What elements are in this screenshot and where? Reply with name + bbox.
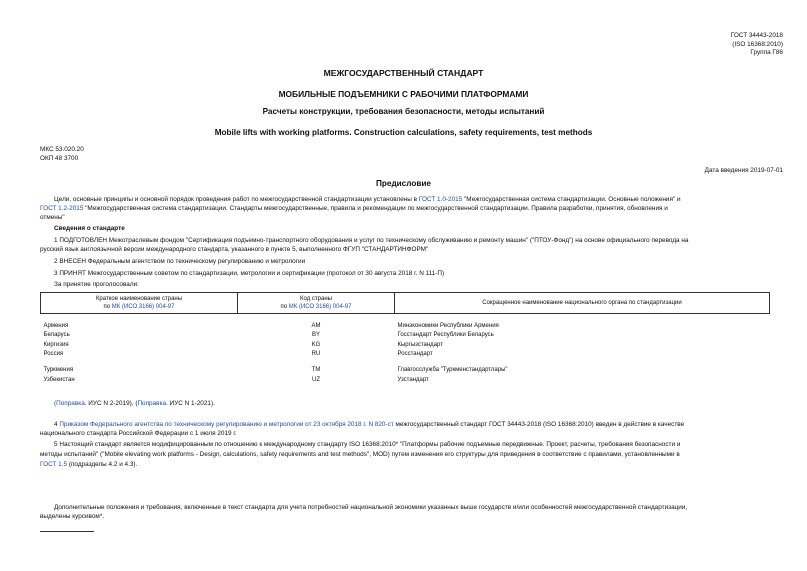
body-cell: Минэкономики Республики Армения: [397, 322, 499, 329]
gost-1-0-link[interactable]: ГОСТ 1.0-2015: [418, 196, 463, 203]
item-4-line-1: [54, 421, 770, 430]
table-row: [41, 321, 770, 330]
code-cell: UZ: [312, 376, 320, 383]
text: (: [54, 400, 57, 407]
mk-iso-3166-link[interactable]: МК (ИСО 3166) 004-97: [111, 304, 175, 311]
text: . ИУС N 1-2021).: [166, 400, 215, 407]
foreword-paragraph-1: [40, 196, 770, 205]
foreword-heading: Предисловие: [376, 179, 431, 188]
country-cell: Армения: [43, 322, 69, 329]
main-title: МОБИЛЬНЫЕ ПОДЪЕМНИКИ С РАБОЧИМИ ПЛАТФОРМАМИ: [278, 89, 529, 99]
subtitle: Расчеты конструкции, требования безопасности, методы испытаний: [262, 107, 545, 116]
country-cell: Россия: [43, 351, 64, 357]
header-text: [44, 303, 234, 311]
mks-code: МКС 53.020.20: [40, 146, 84, 153]
header-text: [241, 303, 391, 311]
gost-number: ГОСТ 34443-2018: [730, 32, 783, 39]
item-5-line-3: [40, 461, 137, 470]
table-row: [41, 349, 770, 358]
foreword-paragraph-2: [40, 205, 770, 214]
body-cell: Госстандарт Республики Беларусь: [397, 332, 494, 339]
body-cell: Росстандарт: [397, 351, 433, 357]
okp-code: ОКП 48 3700: [40, 154, 79, 162]
text: "Межгосударственная система стандартизации. Основные положения" и: [462, 196, 681, 203]
amendments-line: [54, 400, 215, 409]
text: по: [280, 304, 289, 311]
codes-block: [40, 146, 84, 163]
gost-1-2-link[interactable]: ГОСТ 1.2-2015: [40, 205, 84, 212]
body-cell: Кыргызстандарт: [397, 341, 443, 348]
text: "Межгосударственная система стандартизации. Стандарты межгосударственные, правила и рекомендации по межгосударственной стандартизации. Правила разработки, принятия, обновления и: [83, 205, 668, 212]
text: по: [103, 304, 112, 311]
code-cell: RU: [311, 351, 321, 357]
text: Цели, основные принципы и основной порядок проведения работ по межгосударственной стандартизации установлены в: [54, 196, 419, 203]
table-row: [41, 366, 770, 375]
table-spacer: [41, 359, 770, 366]
table-row: [41, 375, 770, 384]
code-cell: AM: [311, 322, 321, 329]
mk-iso-3166-link[interactable]: МК (ИСО 3166) 004-97: [288, 304, 352, 311]
order-link[interactable]: Приказом Федерального агентства по техническому регулированию и метрологии от 23 октября 2018 г. N 820-ст: [59, 421, 394, 428]
text: межгосударственный стандарт ГОСТ 34443-2018 (ISO 16368:2010) введен в действие в качестве: [393, 421, 685, 428]
countries-table: [40, 292, 770, 385]
voted-label: За принятие проголосовали:: [54, 281, 139, 288]
text: 4: [54, 421, 60, 428]
col-code-header: [238, 293, 395, 314]
col-country-header: [41, 293, 238, 314]
body-cell: Главгосслужба "Туркменстандартлары": [397, 367, 508, 374]
country-cell: Узбекистан: [43, 376, 75, 383]
table-row: [41, 331, 770, 340]
english-title: Mobile lifts with working platforms. Construction calculations, safety requirements, test methods: [214, 128, 593, 137]
item-5-line-1: 5 Настоящий стандарт является модифицированным по отношению к международному стандарту ISO 16368:2010* "Платформы рабочие подъемные передвижные. Проект, расчеты, требования безопасности и: [54, 441, 681, 448]
amendment-link-1[interactable]: Поправка: [56, 400, 85, 407]
country-cell: Киргизия: [43, 341, 69, 348]
code-cell: TM: [311, 367, 321, 374]
code-cell: KG: [311, 341, 321, 348]
code-cell: BY: [311, 332, 320, 339]
table-header-row: [41, 293, 770, 314]
amendment-link-2[interactable]: Поправка: [137, 400, 167, 407]
additional-line-2: выделены курсивом*.: [40, 513, 105, 520]
intro-date: Дата введения 2019-07-01: [704, 167, 783, 174]
iso-number: (ISO 16368:2010): [732, 40, 783, 48]
gost-1-5-link[interactable]: ГОСТ 1.5: [40, 461, 68, 468]
additional-line-1: Дополнительные положения и требования, включенные в текст стандарта для учета потребностей национальной экономики указанных выше государств и/или особенностей межгосударственной стандартизации,: [54, 504, 688, 511]
country-cell: Туркмения: [43, 367, 74, 374]
footnote-rule: [40, 531, 94, 532]
standard-type: МЕЖГОСУДАРСТВЕННЫЙ СТАНДАРТ: [323, 68, 484, 78]
text: (подразделы 4.2 и 4.3).: [67, 461, 138, 468]
group-code: Группа Г86: [750, 49, 783, 57]
item-1-line-1: 1 ПОДГОТОВЛЕН Межотраслевым фондом "Сертификация подъемно-транспортного оборудования и услуг по техническому обслуживанию и ремонту машин" ("ПТОУ-Фонд") на основе официального перевода на: [54, 237, 689, 244]
text: . ИУС N 2-2019), (: [84, 400, 138, 407]
col-body-header: Сокращенное наименование национального органа по стандартизации: [395, 293, 770, 314]
header-block: [643, 32, 783, 58]
item-4-line-2: национального стандарта Российской Федерации с 1 июля 2019 г.: [40, 430, 237, 437]
item-2: 2 ВНЕСЕН Федеральным агентством по техническому регулированию и метрологии: [54, 258, 306, 265]
table-row: [41, 340, 770, 349]
table-spacer: [41, 314, 770, 322]
header-text: Краткое наименование страны: [95, 296, 183, 302]
info-heading: Сведения о стандарте: [54, 225, 125, 232]
body-cell: Узстандарт: [397, 376, 429, 383]
item-3: 3 ПРИНЯТ Межгосударственным советом по стандартизации, метрологии и сертификации (протокол от 30 августа 2018 г. N 111-П): [54, 270, 445, 277]
country-cell: Беларусь: [43, 332, 70, 339]
item-1-line-2: русский язык англоязычной версии международного стандарта, указанного в пункте 5, выполненного ФГУП "СТАНДАРТИНФОРМ": [40, 246, 429, 253]
header-text: Код страны: [300, 296, 332, 302]
foreword-paragraph-2-end: отмены": [40, 214, 65, 221]
item-5-line-2: методы испытаний" ("Mobile elevating work platforms - Design, calculations, safety requirements and test methods", MOD) путем изменения его структуры для приведения в соответствие с правилами, установленными в: [40, 451, 680, 458]
